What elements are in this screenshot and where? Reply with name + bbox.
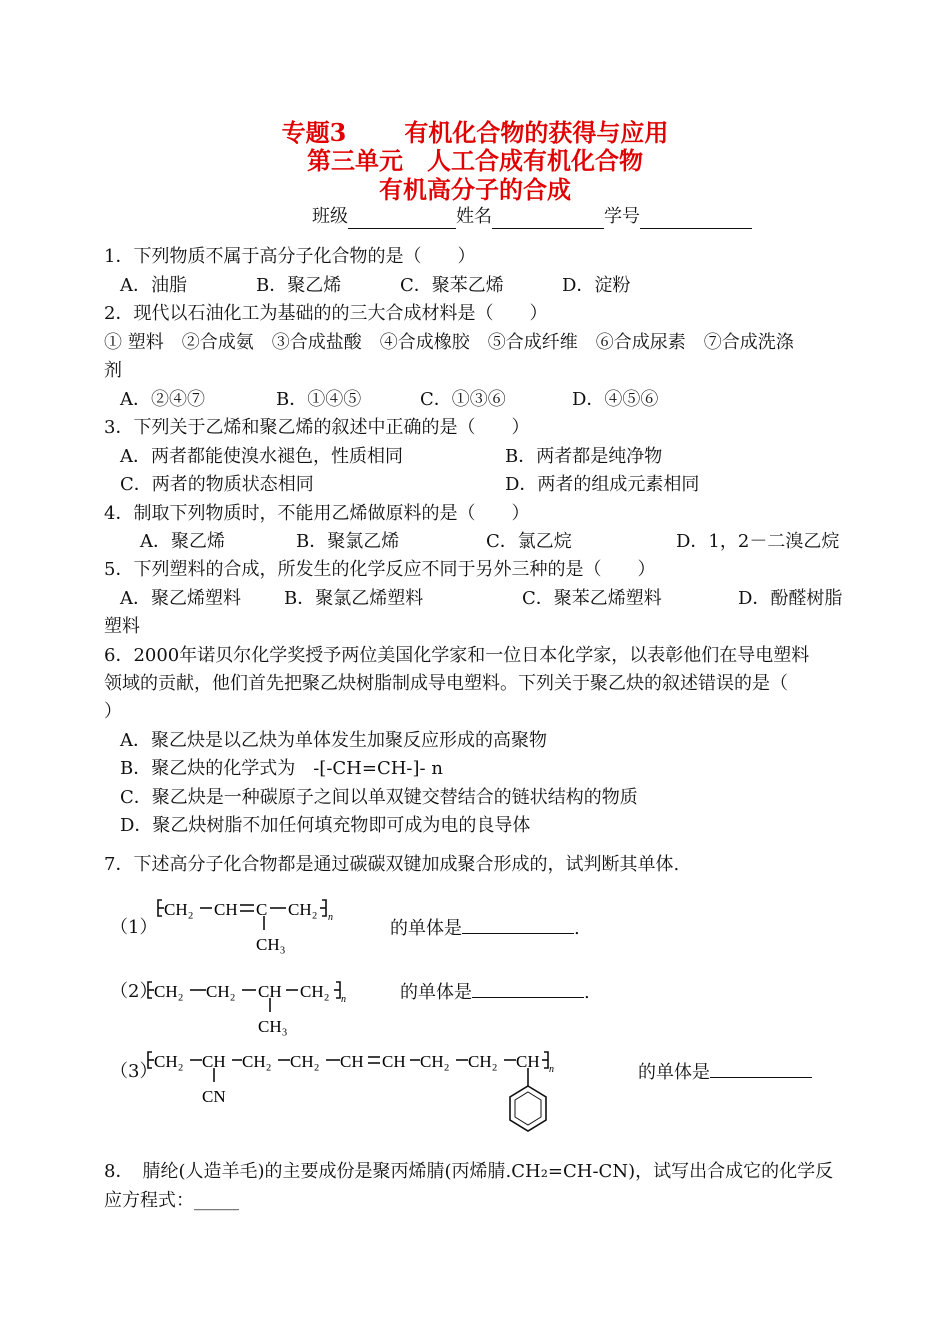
q7-item3-ch-c: CH <box>382 1052 406 1071</box>
student-info-row <box>312 205 752 229</box>
q7-item3-ch2-b: CH₂ <box>242 1052 272 1071</box>
q7-item2-n: n <box>341 994 346 1005</box>
q7-item1-answer-blank[interactable] <box>462 916 574 934</box>
class-label: 班级 <box>312 206 348 227</box>
name-label: 姓名 <box>456 206 492 227</box>
lesson-subtitle: 有机高分子的合成 <box>379 175 571 204</box>
q2-option-c: C．①③⑥ <box>420 389 506 410</box>
q7-item1-number: （1） <box>110 917 158 938</box>
q7-item3-n: n <box>549 1064 554 1075</box>
q8-stem-line1: 8． 腈纶(人造羊毛)的主要成份是聚丙烯腈(丙烯腈.CH₂=CH-CN)，试写出合成它的化学反 <box>104 1161 834 1182</box>
topic-name: 有机化合物的获得与应用 <box>404 118 669 147</box>
q3-option-c: C．两者的物质状态相同 <box>120 474 314 495</box>
q5-option-d: D．酚醛树脂 <box>738 588 843 609</box>
q7-item2-ch2-b: CH₂ <box>206 982 236 1001</box>
unit-number: 第三单元 <box>307 146 403 175</box>
q7-item3-ch-d: CH <box>516 1052 540 1071</box>
q7-item3-ch2-c: CH₂ <box>290 1052 320 1071</box>
q6-option-b: B．聚乙炔的化学式为 -[-CH=CH-]- n <box>120 758 443 779</box>
q7-item3-ch2-a: CH₂ <box>154 1052 184 1071</box>
name-blank[interactable] <box>492 210 604 229</box>
q7-item1-period: . <box>574 918 580 939</box>
q3-option-a: A．两者都能使溴水褪色，性质相同 <box>120 446 403 467</box>
q8-stem-line2 <box>104 1189 239 1213</box>
q7-item1-ch2-b: CH₂ <box>288 900 318 919</box>
q2-option-a: A．②④⑦ <box>120 389 205 410</box>
q7-item3-number: （3） <box>110 1061 158 1082</box>
q8-answer-blank[interactable]: _____ <box>194 1190 239 1211</box>
topic-number: 专题3 <box>281 118 347 147</box>
q4-option-b: B．聚氯乙烯 <box>296 531 400 552</box>
q4-option-a: A．聚乙烯 <box>140 531 225 552</box>
q4-stem: 4．制取下列物质时，不能用乙烯做原料的是（ ） <box>104 503 530 524</box>
q7-item3-ch-b: CH <box>340 1052 364 1071</box>
q5-option-c: C．聚苯乙烯塑料 <box>522 588 662 609</box>
q7-item1-formula <box>150 890 350 960</box>
q7-item1-ch2-a: CH₂ <box>164 900 194 919</box>
q1-stem: 1．下列物质不属于高分子化合物的是（ ） <box>104 246 476 267</box>
q7-item2-formula <box>140 974 350 1044</box>
q7-item3-ch-a: CH <box>202 1052 226 1071</box>
q5-option-a: A．聚乙烯塑料 <box>120 588 241 609</box>
q5-option-d-wrap: 塑料 <box>104 616 140 637</box>
q7-item3-ch2-d: CH₂ <box>420 1052 450 1071</box>
q1-option-c: C．聚苯乙烯 <box>400 275 504 296</box>
q3-option-b: B．两者都是纯净物 <box>505 446 663 467</box>
q6-stem-line3: ） <box>104 701 122 722</box>
q2-option-b: B．①④⑤ <box>276 389 362 410</box>
q2-stem: 2．现代以石油化工为基础的的三大合成材料是（ ） <box>104 303 548 324</box>
q7-item3-cn: CN <box>202 1087 226 1106</box>
unit-name: 人工合成有机化合物 <box>427 146 643 175</box>
q7-item2-answer <box>400 980 590 1005</box>
q7-item2-ch3: CH₃ <box>258 1017 288 1036</box>
q7-item1-ch: CH <box>214 900 238 919</box>
q6-option-d: D．聚乙炔树脂不加任何填充物即可成为电的良导体 <box>120 815 531 836</box>
q7-item2-answer-label: 的单体是 <box>400 982 472 1003</box>
q4-option-c: C．氯乙烷 <box>486 531 572 552</box>
q8-prompt: 应方程式： <box>104 1190 194 1211</box>
q7-stem: 7．下述高分子化合物都是通过碳碳双键加成聚合形成的，试判断其单体. <box>104 854 680 875</box>
q6-option-a: A．聚乙炔是以乙炔为单体发生加聚反应形成的高聚物 <box>120 730 547 751</box>
q7-item2-answer-blank[interactable] <box>472 980 584 998</box>
q6-stem-line2: 领域的贡献，他们首先把聚乙炔树脂制成导电塑料。下列关于聚乙炔的叙述错误的是（ <box>104 673 788 694</box>
q6-option-c: C．聚乙炔是一种碳原子之间以单双键交替结合的链状结构的物质 <box>120 787 638 808</box>
q4-option-d: D．1，2－二溴乙烷 <box>676 531 840 552</box>
q7-item3-answer <box>638 1060 812 1085</box>
q2-option-d: D．④⑤⑥ <box>572 389 659 410</box>
q7-item1-ch3: CH₃ <box>256 935 286 954</box>
q1-option-b: B．聚乙烯 <box>256 275 342 296</box>
q5-option-b: B．聚氯乙烯塑料 <box>284 588 424 609</box>
q1-option-d: D．淀粉 <box>562 275 631 296</box>
q3-stem: 3．下列关于乙烯和聚乙烯的叙述中正确的是（ ） <box>104 417 530 438</box>
q7-item2-ch2-a: CH₂ <box>154 982 184 1001</box>
q7-item3-formula <box>140 1044 560 1150</box>
q5-stem: 5．下列塑料的合成，所发生的化学反应不同于另外三种的是（ ） <box>104 559 656 580</box>
q7-item1-c: C <box>256 900 268 919</box>
student-id-label: 学号 <box>604 206 640 227</box>
class-blank[interactable] <box>348 210 456 229</box>
q7-item2-period: . <box>584 982 590 1003</box>
q7-item1-answer-label: 的单体是 <box>390 918 462 939</box>
q7-item3-answer-blank[interactable] <box>710 1060 812 1078</box>
unit-title <box>0 146 950 176</box>
q7-item3-ch2-e: CH₂ <box>468 1052 498 1071</box>
q2-items-wrap: 剂 <box>104 360 122 381</box>
q1-option-a: A．油脂 <box>120 275 187 296</box>
q6-stem-line1: 6．2000年诺贝尔化学奖授予两位美国化学家和一位日本化学家，以表彰他们在导电塑料 <box>104 645 810 666</box>
q3-option-d: D．两者的组成元素相同 <box>505 474 700 495</box>
topic-title <box>0 118 950 148</box>
q7-item2-ch2-c: CH₂ <box>300 982 330 1001</box>
student-id-blank[interactable] <box>640 210 752 229</box>
q7-item2-number: （2） <box>110 981 158 1002</box>
q7-item1-answer <box>390 916 580 941</box>
q7-item2-ch: CH <box>258 982 282 1001</box>
q2-items: ① 塑料 ②合成氨 ③合成盐酸 ④合成橡胶 ⑤合成纤维 ⑥合成尿素 ⑦合成洗涤 <box>104 332 794 353</box>
q7-item3-answer-label: 的单体是 <box>638 1062 710 1083</box>
q7-item1-n: n <box>328 912 333 923</box>
